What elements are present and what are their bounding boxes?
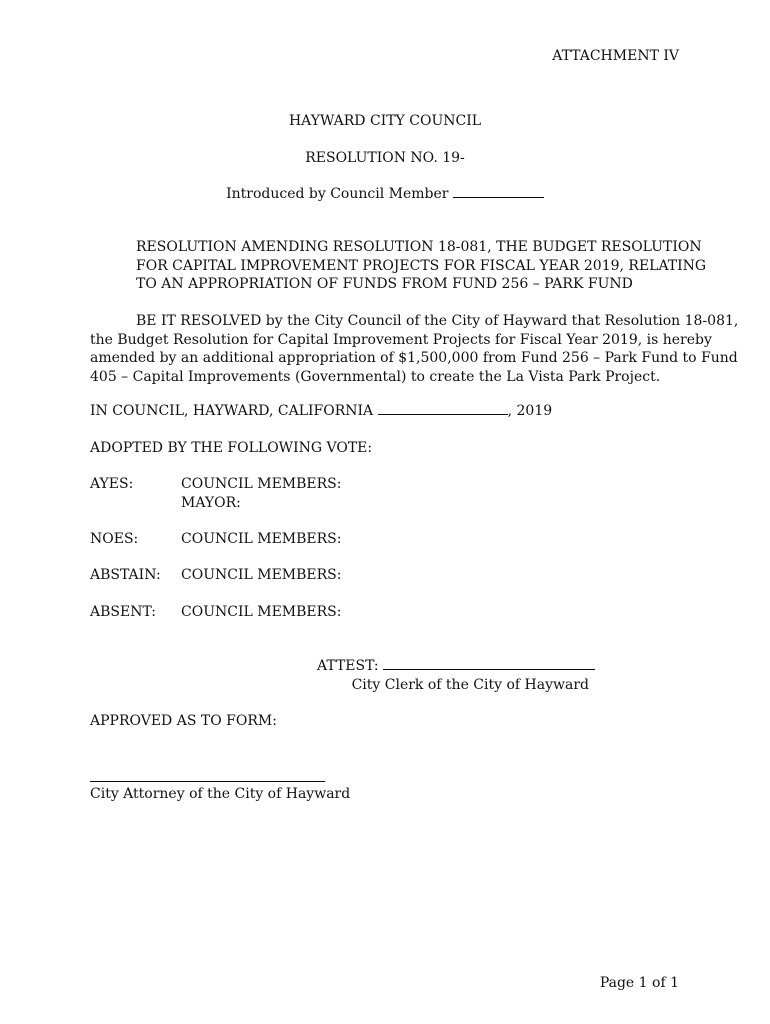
attest-signature-blank: [383, 657, 595, 670]
vote-label: ABSTAIN:: [90, 567, 161, 583]
vote-value: COUNCIL MEMBERS:: [181, 604, 342, 620]
resolution-number: RESOLUTION NO. 19-: [305, 150, 465, 166]
attest-line: [317, 657, 595, 676]
introduced-by-line: [0, 185, 770, 204]
in-council-line: [90, 402, 552, 421]
body-line: BE IT RESOLVED by the City Council of the City of Hayward that Resolution 18-081,: [136, 313, 739, 329]
introduced-by-text: Introduced by Council Member: [226, 186, 449, 202]
resolution-heading: [136, 238, 706, 294]
in-council-text: IN COUNCIL, HAYWARD, CALIFORNIA: [90, 403, 374, 419]
resolution-body: [90, 312, 738, 386]
body-line: 405 – Capital Improvements (Governmental) to create the La Vista Park Project.: [90, 368, 661, 385]
date-blank: [378, 402, 508, 415]
resolution-heading-line: RESOLUTION AMENDING RESOLUTION 18-081, THE BUDGET RESOLUTION: [136, 239, 702, 255]
body-line: the Budget Resolution for Capital Improvement Projects for Fiscal Year 2019, is hereby: [90, 331, 712, 348]
attest-signer: City Clerk of the City of Hayward: [351, 677, 589, 693]
resolution-heading-line: FOR CAPITAL IMPROVEMENT PROJECTS FOR FISCAL YEAR 2019, RELATING: [136, 257, 707, 274]
resolution-heading-line: TO AN APPROPRIATION OF FUNDS FROM FUND 256 – PARK FUND: [136, 276, 633, 292]
attorney-signer: City Attorney of the City of Hayward: [90, 786, 351, 802]
attachment-label: ATTACHMENT IV: [552, 48, 679, 64]
vote-value: COUNCIL MEMBERS:: [181, 531, 342, 547]
adopted-heading: ADOPTED BY THE FOLLOWING VOTE:: [90, 440, 373, 456]
vote-label: ABSENT:: [90, 604, 157, 620]
vote-value: COUNCIL MEMBERS:: [181, 567, 342, 583]
vote-value: COUNCIL MEMBERS:: [181, 476, 342, 492]
vote-label: NOES:: [90, 531, 139, 547]
attorney-signature-line: [90, 781, 325, 782]
in-council-year: , 2019: [507, 403, 553, 419]
council-title: HAYWARD CITY COUNCIL: [288, 113, 482, 129]
vote-label: AYES:: [90, 476, 134, 492]
approved-heading: APPROVED AS TO FORM:: [90, 713, 277, 729]
page-number: Page 1 of 1: [599, 975, 679, 991]
council-member-blank: [453, 185, 544, 198]
attest-label: ATTEST:: [317, 658, 379, 674]
vote-mayor: MAYOR:: [181, 495, 241, 511]
body-line: amended by an additional appropriation of $1,500,000 from Fund 256 – Park Fund to Fund: [90, 350, 738, 366]
